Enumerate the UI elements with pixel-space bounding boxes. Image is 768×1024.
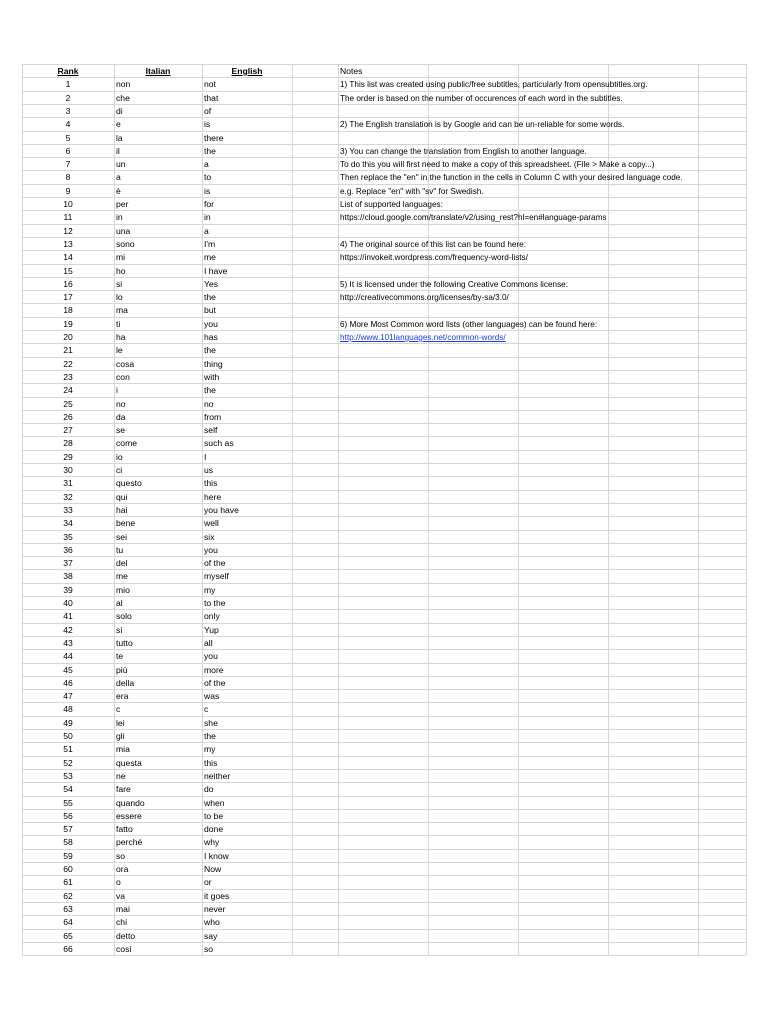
languages-link[interactable]: http://www.101languages.net/common-words/ (340, 333, 506, 342)
italian-word-cell: tutto (116, 637, 133, 648)
english-word-cell: six (204, 531, 215, 542)
italian-word-cell: che (116, 92, 130, 103)
rank-cell: 27 (63, 425, 73, 436)
rank-cell: 34 (63, 518, 73, 529)
column-gridline (202, 64, 203, 955)
row-gridline (22, 915, 746, 916)
english-word-cell: do (204, 784, 214, 795)
rank-cell: 14 (63, 252, 73, 263)
english-word-cell: more (204, 664, 224, 675)
rank-cell: 13 (63, 238, 73, 249)
rank-cell: 65 (63, 930, 73, 941)
note-line: The order is based on the number of occurences of each word in the subtitles. (340, 93, 623, 103)
note-line: 6) More Most Common word lists (other languages) can be found here: (340, 319, 598, 329)
row-gridline (22, 702, 746, 703)
italian-word-cell: lei (116, 717, 125, 728)
english-word-cell: is (204, 119, 211, 130)
rank-cell: 33 (63, 504, 73, 515)
rank-cell: 59 (63, 850, 73, 861)
english-word-cell: the (204, 731, 216, 741)
english-word-cell: has (204, 332, 218, 342)
english-word-cell: you (204, 651, 218, 662)
rank-cell: 43 (63, 637, 73, 648)
english-word-cell: when (204, 797, 225, 808)
rank-cell: 36 (63, 544, 73, 555)
rank-cell: 28 (63, 438, 73, 449)
english-word-cell: of the (204, 558, 226, 569)
english-word-cell: to (204, 172, 212, 183)
english-word-cell: a (204, 225, 209, 236)
italian-word-cell: me (116, 571, 128, 582)
italian-word-cell: al (116, 598, 123, 608)
row-gridline (22, 875, 746, 876)
rank-cell: 8 (65, 172, 71, 183)
rank-cell: 49 (63, 717, 73, 728)
italian-word-cell: ma (116, 305, 128, 316)
italian-word-cell: io (116, 451, 123, 462)
english-word-cell: you have (204, 504, 239, 515)
italian-word-cell: cosa (116, 358, 135, 369)
note-line: List of supported languages: (340, 200, 443, 209)
english-word-cell: done (204, 824, 224, 835)
rank-cell: 6 (65, 145, 71, 156)
rank-cell: 44 (63, 651, 73, 662)
rank-cell: 11 (63, 212, 73, 223)
english-word-cell: with (204, 371, 220, 382)
row-gridline (22, 729, 746, 730)
row-gridline (22, 397, 746, 398)
rank-cell: 31 (63, 478, 73, 489)
english-word-cell: of (204, 105, 212, 116)
row-gridline (22, 902, 746, 903)
column-gridline (746, 64, 747, 955)
row-gridline (22, 410, 746, 411)
rank-cell: 2 (65, 92, 71, 103)
italian-word-cell: e (116, 119, 121, 130)
italian-word-cell: chi (116, 917, 127, 928)
italian-word-cell: fare (116, 784, 131, 795)
italian-word-cell: con (116, 371, 130, 382)
rank-cell: 61 (63, 877, 73, 888)
italian-word-cell: te (116, 651, 124, 662)
english-word-cell: no (204, 398, 214, 409)
italian-word-cell: ci (116, 465, 123, 475)
rank-cell: 51 (63, 744, 73, 755)
italian-word-cell: un (116, 159, 126, 170)
english-word-cell: such as (204, 438, 234, 449)
rank-cell: 64 (63, 917, 73, 928)
italian-word-cell: della (116, 677, 135, 688)
row-gridline (22, 663, 746, 664)
english-word-cell: there (204, 132, 224, 143)
english-word-cell: us (204, 465, 214, 475)
english-word-cell: that (204, 92, 219, 103)
rank-cell: 7 (65, 159, 71, 170)
italian-word-cell: di (116, 105, 123, 116)
english-word-cell: for (204, 199, 215, 209)
english-word-cell: all (204, 637, 213, 648)
english-word-cell: I (204, 451, 207, 462)
rank-cell: 56 (63, 810, 73, 821)
rank-cell: 52 (63, 757, 73, 768)
rank-cell: 58 (63, 837, 73, 848)
note-line: 1) This list was created using public/free subtitles, particularly from opensubtitles.org. (340, 80, 648, 90)
rank-cell: 39 (63, 584, 73, 595)
english-word-cell: my (204, 584, 216, 595)
rank-cell: 63 (63, 903, 73, 914)
row-gridline (22, 556, 746, 557)
italian-word-cell: fatto (116, 824, 133, 835)
row-gridline (22, 862, 746, 863)
note-line: 4) The original source of this list can be found here: (340, 239, 526, 249)
note-line: https://invokeit.wordpress.com/frequency-word-lists/ (340, 253, 528, 263)
note-line: https://cloud.google.com/translate/v2/using_rest?hl=en#language-params (340, 213, 607, 223)
rank-cell: 5 (65, 132, 71, 143)
row-gridline (22, 543, 746, 544)
italian-word-cell: quando (116, 797, 145, 808)
italian-word-cell: va (116, 890, 126, 901)
english-word-cell: in (204, 212, 211, 223)
note-line: 3) You can change the translation from English to another language. (340, 146, 587, 156)
header-notes: Notes (340, 66, 363, 76)
english-word-cell: the (204, 145, 216, 156)
rank-cell: 26 (63, 411, 73, 422)
italian-word-cell: così (116, 943, 132, 954)
english-word-cell: it goes (204, 890, 230, 901)
italian-word-cell: bene (116, 518, 136, 529)
header-rank: Rank (57, 66, 79, 76)
column-gridline (608, 64, 609, 955)
rank-cell: 23 (63, 371, 73, 382)
italian-word-cell: del (116, 558, 128, 569)
rank-cell: 37 (63, 558, 73, 569)
english-word-cell: c (204, 704, 209, 715)
rank-cell: 32 (63, 491, 73, 502)
rank-cell: 4 (65, 119, 71, 130)
rank-cell: 12 (63, 225, 73, 236)
rank-cell: 54 (63, 784, 73, 795)
italian-word-cell: perché (116, 837, 143, 848)
english-word-cell: why (204, 837, 220, 848)
column-gridline (698, 64, 699, 955)
italian-word-cell: si (116, 278, 123, 289)
row-gridline (22, 423, 746, 424)
english-word-cell: only (204, 611, 220, 622)
italian-word-cell: mi (116, 252, 126, 263)
english-word-cell: Yup (204, 624, 219, 635)
rank-cell: 20 (63, 332, 73, 342)
italian-word-cell: mio (116, 584, 130, 595)
italian-word-cell: questo (116, 478, 142, 489)
italian-word-cell: detto (116, 930, 136, 941)
rank-cell: 22 (63, 358, 73, 369)
rank-cell: 10 (63, 199, 73, 209)
rank-cell: 41 (63, 611, 73, 622)
rank-cell: 16 (63, 278, 73, 289)
rank-cell: 46 (63, 677, 73, 688)
english-word-cell: say (204, 930, 218, 941)
note-line: 5) It is licensed under the following Creative Commons license: (340, 279, 568, 289)
italian-word-cell: tu (116, 544, 124, 555)
english-word-cell: so (204, 943, 214, 954)
italian-word-cell: mai (116, 903, 130, 914)
rank-cell: 3 (65, 105, 71, 116)
italian-word-cell: come (116, 438, 138, 449)
italian-word-cell: in (116, 212, 123, 223)
row-gridline (22, 569, 746, 570)
italian-word-cell: qui (116, 491, 128, 502)
rank-cell: 15 (63, 265, 73, 276)
italian-word-cell: o (116, 877, 121, 888)
row-gridline (22, 583, 746, 584)
rank-cell: 40 (63, 598, 73, 608)
italian-word-cell: una (116, 225, 131, 236)
rank-cell: 25 (63, 398, 73, 409)
italian-word-cell: i (116, 385, 118, 396)
english-word-cell: but (204, 305, 216, 316)
rank-cell: 35 (63, 531, 73, 542)
rank-cell: 55 (63, 797, 73, 808)
italian-word-cell: il (116, 145, 120, 156)
note-line: Then replace the "en" in the function in the cells in Column C with your desired language code. (340, 173, 683, 183)
italian-word-cell: più (116, 664, 128, 675)
english-word-cell: Yes (204, 278, 219, 289)
english-word-cell: self (204, 425, 218, 436)
english-word-cell: you (204, 544, 218, 555)
italian-word-cell: se (116, 425, 126, 436)
italian-word-cell: ti (116, 318, 121, 329)
column-gridline (292, 64, 293, 955)
italian-word-cell: a (116, 172, 121, 183)
note-line: e.g. Replace "en" with "sv" for Swedish. (340, 186, 484, 196)
italian-word-cell: c (116, 704, 121, 715)
italian-word-cell: ne (116, 770, 126, 781)
rank-cell: 24 (63, 385, 73, 396)
rank-cell: 17 (63, 292, 73, 303)
rank-cell: 21 (63, 345, 73, 356)
row-gridline (22, 463, 746, 464)
note-line: To do this you will first need to make a copy of this spreadsheet. (File > Make a copy...) (340, 160, 655, 170)
italian-word-cell: ha (116, 332, 126, 342)
english-word-cell: thing (204, 358, 223, 369)
rank-cell: 62 (63, 890, 73, 901)
italian-word-cell: lo (116, 292, 123, 303)
rank-cell: 60 (63, 864, 73, 874)
italian-word-cell: non (116, 79, 131, 90)
rank-cell: 18 (63, 305, 73, 316)
rank-cell: 30 (63, 465, 73, 475)
rank-cell: 42 (63, 624, 73, 635)
rank-cell: 50 (63, 731, 73, 741)
header-italian: Italian (145, 66, 171, 76)
italian-word-cell: sì (116, 624, 123, 635)
rank-cell: 48 (63, 704, 73, 715)
row-gridline (22, 383, 746, 384)
english-word-cell: neither (204, 770, 231, 781)
rank-cell: 19 (63, 318, 73, 329)
english-word-cell: Now (204, 864, 222, 874)
column-gridline (338, 64, 339, 955)
italian-word-cell: le (116, 345, 123, 356)
rank-cell: 1 (65, 79, 71, 90)
row-gridline (22, 716, 746, 717)
row-gridline (22, 889, 746, 890)
english-word-cell: was (204, 691, 220, 702)
italian-word-cell: solo (116, 611, 132, 622)
english-word-cell: I'm (204, 238, 216, 249)
italian-word-cell: so (116, 850, 126, 861)
english-word-cell: to the (204, 598, 226, 608)
italian-word-cell: ora (116, 864, 129, 874)
english-word-cell: from (204, 411, 222, 422)
rank-cell: 45 (63, 664, 73, 675)
row-gridline (22, 742, 746, 743)
italian-word-cell: la (116, 132, 123, 143)
english-word-cell: of the (204, 677, 226, 688)
row-gridline (22, 503, 746, 504)
english-word-cell: a (204, 159, 209, 170)
italian-word-cell: da (116, 411, 126, 422)
english-word-cell: here (204, 491, 222, 502)
english-word-cell: me (204, 252, 216, 263)
english-word-cell: my (204, 744, 216, 755)
english-word-cell: I have (204, 265, 228, 276)
english-word-cell: the (204, 292, 216, 303)
italian-word-cell: hai (116, 504, 128, 515)
english-word-cell: the (204, 385, 216, 396)
italian-word-cell: gli (116, 731, 125, 741)
english-word-cell: who (204, 917, 220, 928)
italian-word-cell: ho (116, 265, 126, 276)
english-word-cell: this (204, 757, 218, 768)
row-gridline (22, 596, 746, 597)
rank-cell: 47 (63, 691, 73, 702)
rank-cell: 66 (63, 943, 73, 954)
rank-cell: 38 (63, 571, 73, 582)
rank-cell: 9 (65, 185, 71, 196)
english-word-cell: well (204, 518, 219, 529)
italian-word-cell: sei (116, 531, 127, 542)
italian-word-cell: mia (116, 744, 130, 755)
italian-word-cell: no (116, 398, 126, 409)
spreadsheet (22, 64, 746, 958)
english-word-cell: you (204, 318, 218, 329)
italian-word-cell: sono (116, 238, 135, 249)
header-english: English (231, 66, 263, 76)
english-word-cell: she (204, 717, 218, 728)
italian-word-cell: per (116, 199, 129, 209)
rank-cell: 29 (63, 451, 73, 462)
english-word-cell: to be (204, 810, 224, 821)
note-line: http://creativecommons.org/licenses/by-sa/3.0/ (340, 293, 509, 303)
english-word-cell: or (204, 877, 212, 888)
italian-word-cell: questa (116, 757, 142, 768)
english-word-cell: myself (204, 571, 229, 582)
english-word-cell: I know (204, 850, 229, 861)
english-word-cell: is (204, 185, 211, 196)
english-word-cell: never (204, 903, 226, 914)
english-word-cell: this (204, 478, 218, 489)
note-line: 2) The English translation is by Google and can be un-reliable for some words. (340, 120, 625, 130)
italian-word-cell: essere (116, 810, 142, 821)
column-gridline (114, 64, 115, 955)
italian-word-cell: era (116, 691, 129, 702)
column-gridline (518, 64, 519, 955)
rank-cell: 57 (63, 824, 73, 835)
rank-cell: 53 (63, 770, 73, 781)
italian-word-cell: è (116, 185, 121, 196)
english-word-cell: the (204, 345, 216, 356)
english-word-cell: not (204, 79, 216, 90)
